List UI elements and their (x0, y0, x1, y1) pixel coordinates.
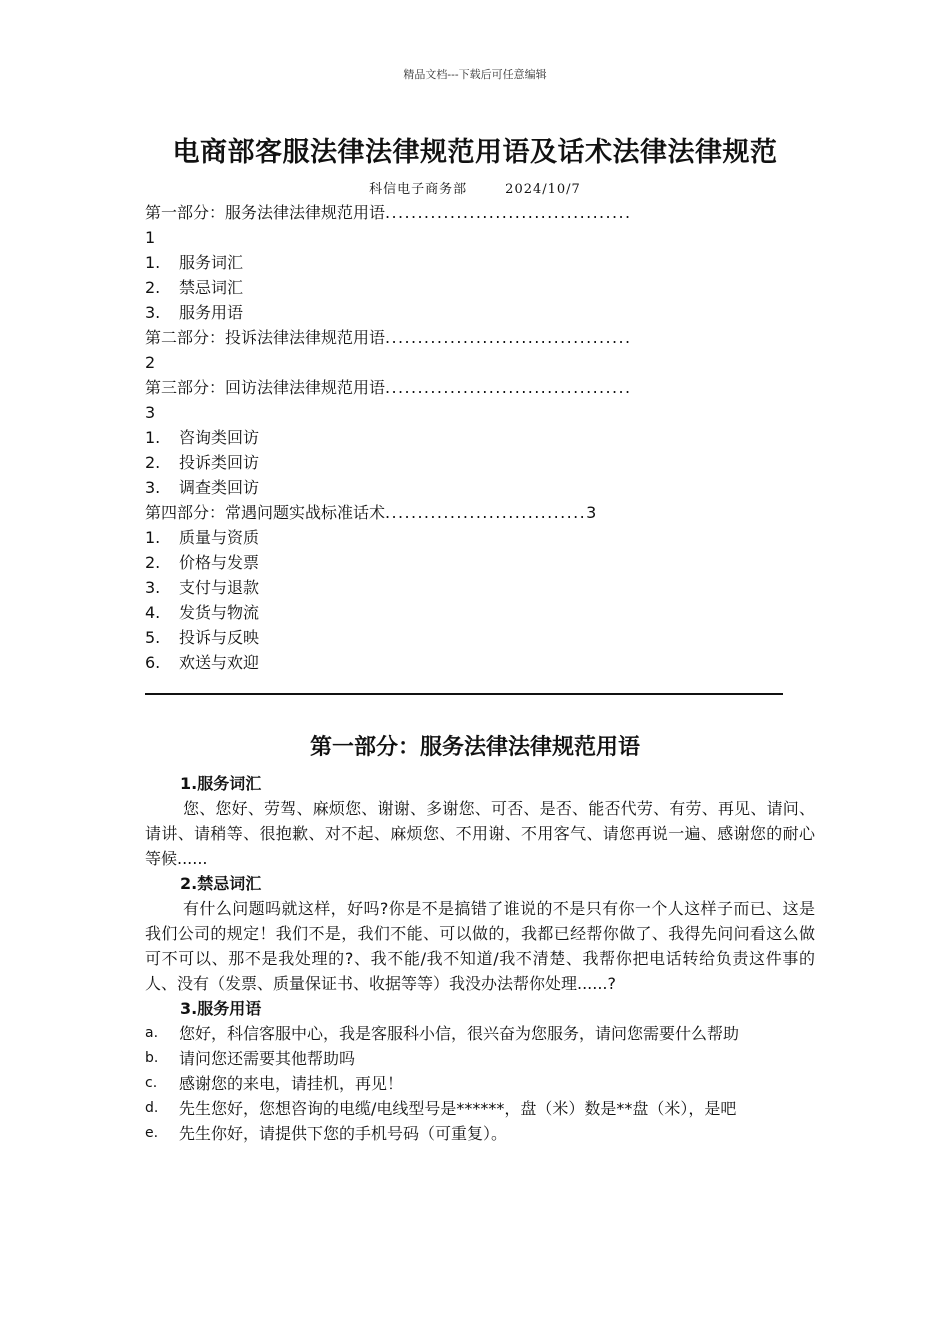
document-subtitle (0, 178, 950, 197)
toc-subitem: 2. 禁忌词汇 (145, 278, 244, 297)
toc-subitem: 6. 欢送与欢迎 (145, 653, 260, 672)
list-item: e. 先生你好，请提供下您的手机号码（可重复）。 (145, 1124, 508, 1143)
vocab-paragraph: 您、您好、劳驾、麻烦您、谢谢、多谢您、可否、是否、能否代劳、有劳、再见、请问、请讲、请稍等、很抱歉、对不起、麻烦您、不用谢、不用客气、请您再说一遍、感谢您的耐心等候...... (145, 799, 815, 868)
subsection-heading-vocab: 1.服务词汇 (180, 774, 262, 793)
list-item: d. 先生您好，您想咨询的电缆/电线型号是******，盘（米）数是**盘（米），是吧 (145, 1099, 737, 1118)
toc-part-2: 第二部分：投诉法律法律规范用语...................................... (145, 328, 632, 347)
page-header-note: 精品文档---下载后可任意编辑 (403, 68, 547, 81)
section-heading: 第一部分：服务法律法律规范用语 (309, 735, 640, 760)
subsection-heading-phrases: 3.服务用语 (180, 999, 262, 1018)
toc-subitem: 2. 投诉类回访 (145, 453, 260, 472)
table-of-contents (145, 200, 805, 675)
toc-subitem: 3. 调查类回访 (145, 478, 260, 497)
toc-subitem: 4. 发货与物流 (145, 603, 260, 622)
organization-name: 科信电子商务部 (369, 182, 468, 197)
toc-page-number: 3 (145, 403, 156, 422)
toc-part-4: 第四部分：常遇问题实战标准话术...............................3 (145, 503, 597, 522)
document-title: 电商部客服法律法律规范用语及话术法律法律规范 (172, 137, 778, 168)
toc-leader-dots: ...................................... (385, 378, 632, 397)
list-item: c. 感谢您的来电，请挂机，再见！ (145, 1074, 404, 1093)
toc-subitem: 1. 服务词汇 (145, 253, 244, 272)
toc-subitem: 5. 投诉与反映 (145, 628, 260, 647)
list-item: b. 请问您还需要其他帮助吗 (145, 1049, 356, 1068)
toc-page-number: 1 (145, 228, 156, 247)
toc-part-3: 第三部分：回访法律法律规范用语...................................... (145, 378, 632, 397)
section-divider (145, 693, 783, 695)
toc-page-number: 2 (145, 353, 156, 372)
list-item: a. 您好，科信客服中心，我是客服科小信，很兴奋为您服务，请问您需要什么帮助 (145, 1024, 740, 1043)
document-date: 2024/10/7 (505, 182, 581, 197)
toc-leader-dots: ...................................... (385, 328, 632, 347)
toc-subitem: 3. 服务用语 (145, 303, 244, 322)
toc-subitem: 2. 价格与发票 (145, 553, 260, 572)
toc-leader-dots: ...................................... (385, 203, 632, 222)
subsection-heading-taboo: 2.禁忌词汇 (180, 874, 262, 893)
toc-subitem: 1. 咨询类回访 (145, 428, 260, 447)
phrase-list (145, 1021, 815, 1146)
toc-page-number: 3 (586, 503, 597, 522)
toc-part-1: 第一部分：服务法律法律规范用语...................................... (145, 203, 632, 222)
toc-leader-dots: ............................... (385, 503, 587, 522)
toc-subitem: 1. 质量与资质 (145, 528, 260, 547)
taboo-paragraph: 有什么问题吗就这样，好吗?你是不是搞错了谁说的不是只有你一个人这样子而已、这是我们公司的规定！我们不是，我们不能、可以做的，我都已经帮你做了、我得先问问看这么做可不可以、那不是我处理的?、我不能/我不知道/我不清楚、我帮你把电话转给负责这件事的人、没有（发票、质量保证书、收据等等）我没办法帮你处理......? (145, 899, 815, 993)
section-body (145, 771, 815, 1146)
toc-subitem: 3. 支付与退款 (145, 578, 260, 597)
